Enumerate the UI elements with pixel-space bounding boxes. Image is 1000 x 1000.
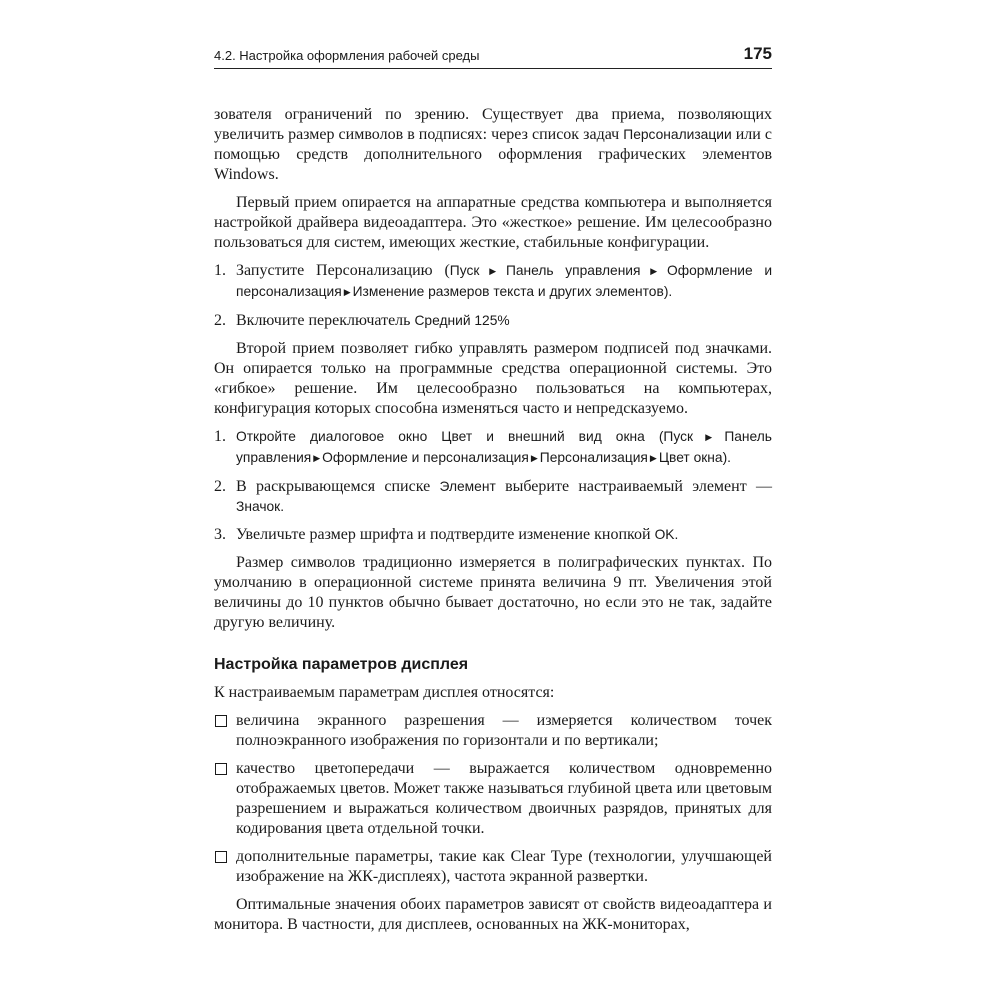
item-number: 2. [214,478,226,495]
item-text: Запустите Персонализацию ( [236,262,450,279]
item-text: ). [663,284,673,299]
paragraph [214,105,772,185]
item-text: ). [722,450,732,465]
ui-term: Средний 125% [414,313,510,328]
path-arrow-icon: ▶ [481,267,504,277]
running-header [214,40,772,69]
ui-term: Значок [236,499,281,514]
checkbox-bullet-icon [215,715,227,727]
menu-path-step: Персонализация [539,450,648,465]
item-number: 1. [214,428,226,445]
item-text: ( [644,429,664,444]
path-arrow-icon: ▶ [695,433,723,443]
item-number: 3. [214,526,226,543]
path-arrow-icon: ▶ [343,288,351,298]
paragraph: Первый прием опирается на аппаратные средства компьютера и выполняется настройкой драйвера видеоадаптера. Это «жесткое» решение. Им целесообразно пользоваться для систем, имеющих жесткие, стабильные конфигурации. [214,194,772,251]
numbered-list [214,261,772,331]
checkbox-bullet-icon [215,851,227,863]
menu-path-step: Пуск [663,429,694,444]
menu-path-step: Панель управления [505,263,641,278]
page-number: 175 [743,44,772,63]
bullet-text: величина экранного разрешения — измеряется количеством точек полноэкранного изображения по горизонтали и по вертикали; [236,712,772,749]
menu-path-step: Цвет окна [658,450,723,465]
running-header-title: 4.2. Настройка оформления рабочей среды [214,48,480,63]
paragraph: Второй прием позволяет гибко управлять размером подписей под значками. Он опирается только на программные средства операционной системы. Это «гибкое» решение. Им целесообразно пользоваться на компьютерах, конфигурация которых способна изменяться часто и непредсказуемо. [214,340,772,417]
path-arrow-icon: ▶ [642,267,666,277]
paragraph-text: или с помощью средств дополнительного оформления графических элементов Windows. [214,126,772,183]
bullet-text: дополнительные параметры, такие как Clear Type (технологии, улучшающей изображение на ЖК-дисплеях), частота экранной развертки. [236,848,772,885]
menu-path-step: Изменение размеров текста и других элементов [352,284,664,299]
bullet-item [214,759,772,839]
menu-path-step: Панель управления [236,429,772,465]
paragraph-text: зователя ограничений по зрению. Существует два приема, позволяющих увеличить размер символов в подписях: через список задач [214,106,772,143]
list-item [214,525,772,545]
ui-term: Элемент [439,479,496,494]
bullet-text: качество цветопередачи — выражается количеством одновременно отображаемых цветов. Может также называться глубиной цвета или цветовым разрешением и выражаться количеством двоичных разрядов, принятых для кодирования цвета отдельной точки. [236,760,772,837]
path-arrow-icon: ▶ [649,454,657,464]
item-text: . [280,499,285,514]
item-text: Включите переключатель [236,312,415,329]
path-arrow-icon: ▶ [530,454,538,464]
menu-path-step: Оформление и персонализация [322,450,529,465]
list-item [214,261,772,303]
paragraph: Размер символов традиционно измеряется в полиграфических пунктах. По умолчанию в операционной системе принята величина 9 пт. Увеличения этой величины до 10 пунктов обычно бывает достаточно, но если это не так, задайте другую величину. [214,554,772,631]
book-page [214,40,772,943]
path-arrow-icon: ▶ [313,454,321,464]
list-item [214,477,772,517]
bullet-list [214,711,772,887]
item-number: 1. [214,262,226,279]
menu-path-step: Пуск [449,263,480,278]
ui-term: Персонализации [623,127,732,142]
bullet-item [214,711,772,751]
item-text: Увеличьте размер шрифта и подтвердите изменение кнопкой [236,526,655,543]
menu-path-step: Оформление и персонализация [236,263,773,299]
paragraph: К настраиваемым параметрам дисплея относятся: [214,684,555,701]
item-text: выберите настраиваемый элемент — [495,478,772,495]
item-text: Откройте диалоговое окно [236,429,442,444]
section-heading: Настройка параметров дисплея [214,656,469,673]
numbered-list [214,427,772,545]
item-number: 2. [214,312,226,329]
list-item [214,427,772,469]
paragraph: Оптимальные значения обоих параметров зависят от свойств видеоадаптера и монитора. В частности, для дисплеев, основанных на ЖК-мониторах, [214,896,772,933]
item-text: . [674,527,679,542]
item-text: В раскрывающемся списке [236,478,440,495]
ui-term: Цвет и внешний вид окна [441,429,645,444]
ui-term: OK [654,527,675,542]
checkbox-bullet-icon [215,763,227,775]
page-body [214,105,772,935]
list-item [214,311,772,331]
bullet-item [214,847,772,887]
